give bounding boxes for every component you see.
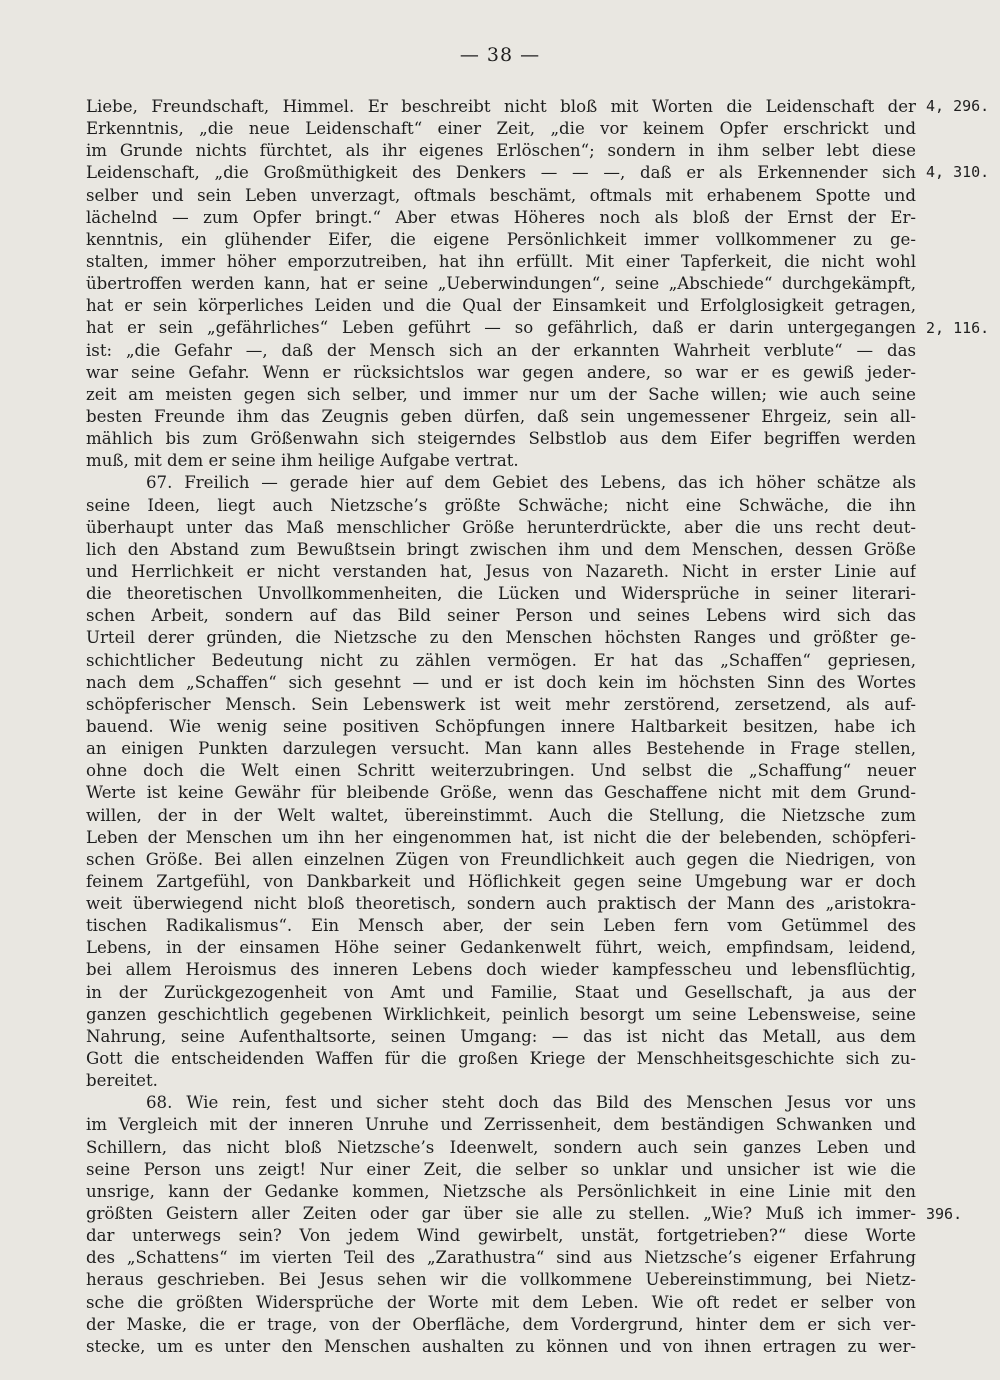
text-line: Erkenntnis, „die neue Leidenschaft“ einer Zeit, „die vor keinem Opfer erschrickt und — [86, 119, 916, 139]
text-line: selber und sein Leben unverzagt, oftmals beschämt, oftmals mit erhabenem Spotte und — [86, 185, 916, 205]
text-line: ganzen geschichtlich gegebenen Wirklichkeit, peinlich besorgt um seine Lebensweise, seine — [86, 1004, 916, 1024]
text-line: in der Zurückgezogenheit von Amt und Familie, Staat und Gesellschaft, ja aus der — [86, 982, 916, 1002]
text-line: schen Größe. Bei allen einzelnen Zügen von Freundlichkeit auch gegen die Niedrigen, von — [86, 849, 916, 869]
text-line: größten Geistern aller Zeiten oder gar über sie alle zu stellen. „Wie? Muß ich immer- — [86, 1204, 916, 1224]
text-line: heraus geschrieben. Bei Jesus sehen wir die vollkommene Uebereinstimmung, bei Nietz- — [86, 1270, 916, 1290]
text-line: seine Ideen, liegt auch Nietzsche’s größte Schwäche; nicht eine Schwäche, die ihn — [86, 495, 916, 515]
text-line: Schillern, das nicht bloß Nietzsche’s Ideenwelt, sondern auch sein ganzes Leben und — [86, 1137, 916, 1157]
text-line: willen, der in der Welt waltet, übereinstimmt. Auch die Stellung, die Nietzsche zum — [86, 805, 916, 825]
text-line: schichtlicher Bedeutung nicht zu zählen vermögen. Er hat das „Schaffen“ gepriesen, — [86, 650, 916, 670]
text-line: Liebe, Freundschaft, Himmel. Er beschreibt nicht bloß mit Worten die Leidenschaft der — [86, 97, 916, 116]
text-line: schöpferischer Mensch. Sein Lebenswerk ist weit mehr zerstörend, zersetzend, als auf- — [86, 694, 916, 714]
text-line: zeit am meisten gegen sich selber, und immer nur um der Sache willen; wie auch seine — [86, 384, 916, 404]
text-line: tischen Radikalismus“. Ein Mensch aber, der sein Leben fern vom Getümmel des — [86, 916, 916, 936]
text-line: Urteil derer gründen, die Nietzsche zu den Menschen höchsten Ranges und größter ge- — [86, 628, 916, 648]
text-line: lächelnd — zum Opfer bringt.“ Aber etwas Höheres noch als bloß der Ernst der Er- — [86, 207, 916, 227]
text-line: an einigen Punkten darzulegen versucht. Man kann alles Bestehende in Frage stellen, — [86, 739, 916, 759]
text-line: der Maske, die er trage, von der Oberfläche, dem Vordergrund, hinter dem er sich ver- — [86, 1314, 916, 1334]
text-line: hat er sein „gefährliches“ Leben geführt — so gefährlich, daß er darin untergegangen — [86, 318, 916, 338]
margin-reference: 2, 116. — [926, 318, 990, 337]
text-line: Leben der Menschen um ihn her eingenommen hat, ist nicht die der belebenden, schöpferi- — [86, 827, 916, 847]
text-line: bei allem Heroismus des inneren Lebens doch wieder kampfesscheu und lebensflüchtig, — [86, 960, 916, 980]
text-line: Werte ist keine Gewähr für bleibende Größe, wenn das Geschaffene nicht mit dem Grund- — [86, 783, 916, 803]
text-line: im Grunde nichts fürchtet, als ihr eigenes Erlöschen“; sondern in ihm selber lebt diese — [86, 141, 916, 161]
text-line: des „Schattens“ im vierten Teil des „Zarathustra“ sind aus Nietzsche’s eigener Erfahrung — [86, 1248, 916, 1268]
text-line: lich den Abstand zum Bewußtsein bringt zwischen ihm und dem Menschen, dessen Größe — [86, 539, 916, 559]
text-line: im Vergleich mit der inneren Unruhe und Zerrissenheit, dem beständigen Schwanken und — [86, 1115, 916, 1135]
text-line: übertroffen werden kann, hat er seine „Ueberwindungen“, seine „Abschiede“ durchgekämpft, — [86, 274, 916, 294]
text-line: ist: „die Gefahr —, daß der Mensch sich an der erkannten Wahrheit verblute“ — das — [86, 340, 916, 360]
text-line: Gott die entscheidenden Waffen für die großen Kriege der Menschheitsgeschichte sich zu- — [86, 1049, 916, 1069]
margin-reference: 4, 310. — [926, 163, 990, 182]
text-line: hat er sein körperliches Leiden und die Qual der Einsamkeit und Erfolglosigkeit getragen, — [86, 296, 916, 316]
text-line: besten Freunde ihm das Zeugnis geben dürfen, daß sein ungemessener Ehrgeiz, sein all- — [86, 406, 916, 426]
margin-reference: 4, 296. — [926, 97, 990, 115]
margin-reference: 396. — [926, 1204, 963, 1223]
text-line: nach dem „Schaffen“ sich gesehnt — und er ist doch kein im höchsten Sinn des Wortes — [86, 672, 916, 692]
text-line: Nahrung, seine Aufenthaltsorte, seinen Umgang: — das ist nicht das Metall, aus dem — [86, 1026, 916, 1046]
text-line: Lebens, in der einsamen Höhe seiner Gedankenwelt führt, weich, empfindsam, leidend, — [86, 938, 916, 958]
text-line: stecke, um es unter den Menschen aushalten zu können und von ihnen ertragen zu wer- — [86, 1336, 916, 1356]
text-line: sche die größten Widersprüche der Worte mit dem Leben. Wie oft redet er selber von — [86, 1292, 916, 1312]
text-line: überhaupt unter das Maß menschlicher Größe herunterdrückte, aber die uns recht deut- — [86, 517, 916, 537]
text-line: 67. Freilich — gerade hier auf dem Gebiet des Lebens, das ich höher schätze als — [146, 473, 916, 493]
text-line: unsrige, kann der Gedanke kommen, Nietzsche als Persönlichkeit in eine Linie mit den — [86, 1181, 916, 1201]
text-line: schen Arbeit, sondern auf das Bild seiner Person und seines Lebens wird sich das — [86, 606, 916, 626]
text-line: 68. Wie rein, fest und sicher steht doch das Bild des Menschen Jesus vor uns — [146, 1093, 916, 1113]
text-line: bauend. Wie wenig seine positiven Schöpfungen innere Haltbarkeit besitzen, habe ich — [86, 716, 916, 736]
text-line: und Herrlichkeit er nicht verstanden hat, Jesus von Nazareth. Nicht in erster Linie auf — [86, 561, 916, 581]
text-line: stalten, immer höher emporzutreiben, hat ihn erfüllt. Mit einer Tapferkeit, die nicht wohl — [86, 251, 916, 271]
text-line: Leidenschaft, „die Großmüthigkeit des Denkers — — —, daß er als Erkennender sich — [86, 163, 916, 183]
text-line: mählich bis zum Größenwahn sich steigerndes Selbstlob aus dem Eifer begriffen werden — [86, 429, 916, 449]
text-line: bereitet. — [86, 1071, 158, 1091]
text-line: ohne doch die Welt einen Schritt weiterzubringen. Und selbst die „Schaffung“ neuer — [86, 761, 916, 781]
text-line: dar unterwegs sein? Von jedem Wind gewirbelt, unstät, fortgetrieben?“ diese Worte — [86, 1226, 916, 1246]
text-line: kenntnis, ein glühender Eifer, die eigene Persönlichkeit immer vollkommener zu ge- — [86, 229, 916, 249]
text-line: muß, mit dem er seine ihm heilige Aufgabe vertrat. — [86, 451, 519, 471]
page-number: — 38 — — [459, 44, 541, 66]
text-line: seine Person uns zeigt! Nur einer Zeit, die selber so unklar und unsicher ist wie die — [86, 1159, 916, 1179]
text-line: war seine Gefahr. Wenn er rücksichtslos war gegen andere, so war er es gewiß jeder- — [86, 362, 916, 382]
body-text — [86, 96, 916, 1358]
text-line: weit überwiegend nicht bloß theoretisch, sondern auch praktisch der Mann des „aristokra- — [86, 894, 916, 914]
text-line: die theoretischen Unvollkommenheiten, die Lücken und Widersprüche in seiner literari- — [86, 584, 916, 604]
text-line: feinem Zartgefühl, von Dankbarkeit und Höflichkeit gegen seine Umgebung war er doch — [86, 871, 916, 891]
